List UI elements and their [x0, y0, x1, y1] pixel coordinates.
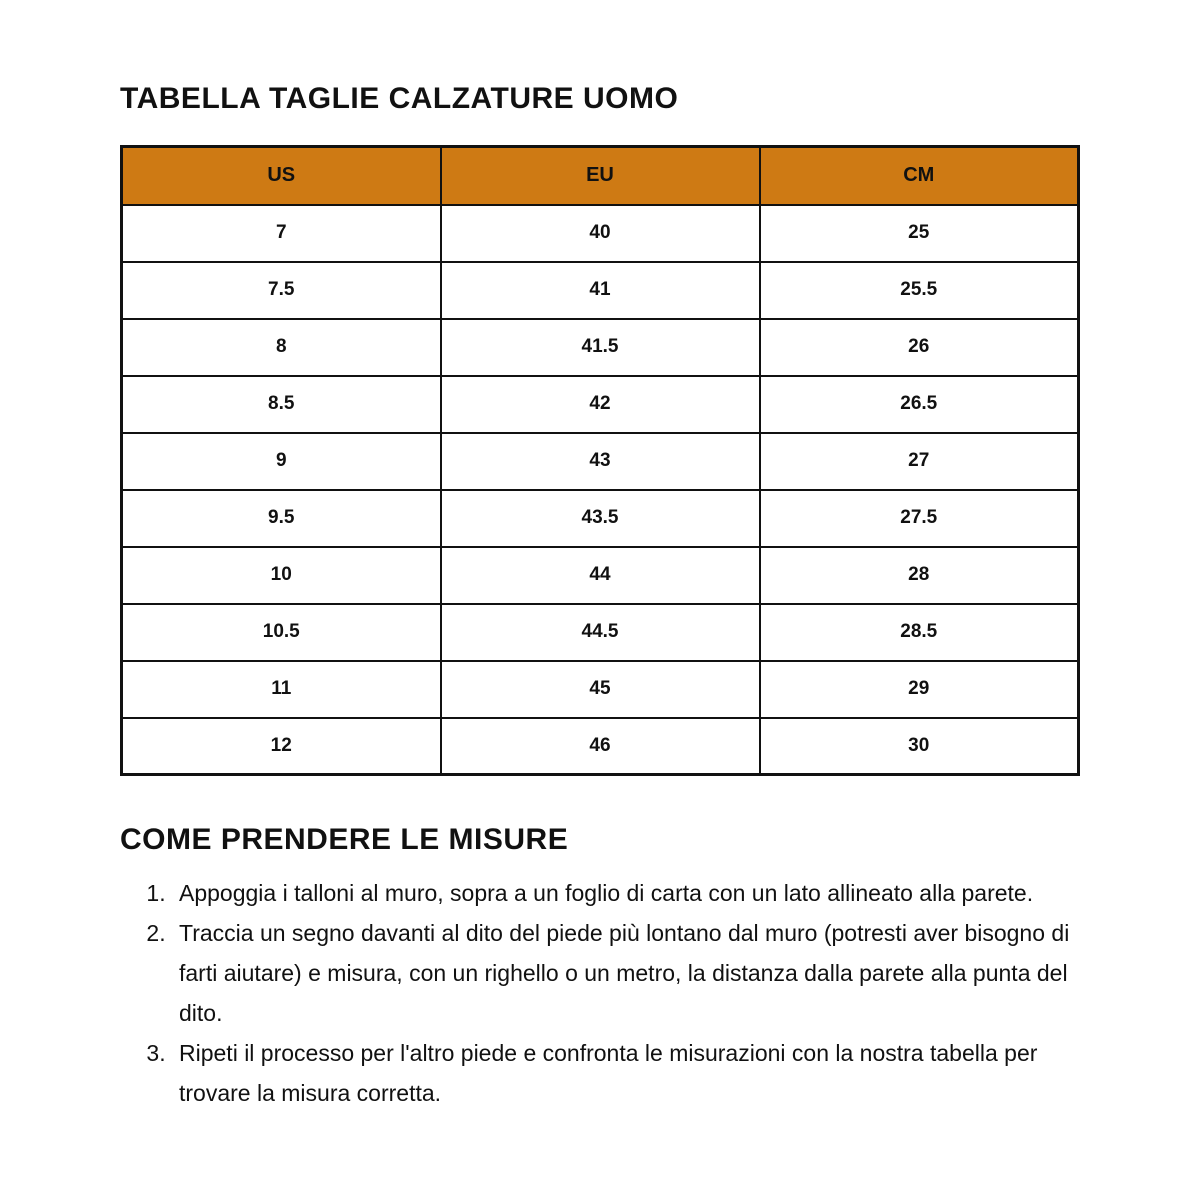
cell-eu: 44.5 — [441, 604, 760, 661]
cell-eu: 41 — [441, 262, 760, 319]
cell-eu: 43.5 — [441, 490, 760, 547]
cell-us: 12 — [122, 718, 441, 775]
cell-eu: 41.5 — [441, 319, 760, 376]
size-table-title: TABELLA TAGLIE CALZATURE UOMO — [120, 82, 679, 115]
cell-cm: 25 — [760, 205, 1079, 262]
table-row — [122, 547, 1079, 604]
cell-eu: 42 — [441, 376, 760, 433]
instructions-list — [120, 873, 1080, 1113]
cell-cm: 26.5 — [760, 376, 1079, 433]
table-row — [122, 661, 1079, 718]
cell-cm: 27.5 — [760, 490, 1079, 547]
instructions-title: COME PRENDERE LE MISURE — [120, 823, 569, 856]
cell-us: 9 — [122, 433, 441, 490]
table-row — [122, 604, 1079, 661]
column-header-eu: EU — [441, 147, 760, 205]
cell-cm: 27 — [760, 433, 1079, 490]
cell-eu: 43 — [441, 433, 760, 490]
instruction-step-3: 3. Ripeti il processo per l'altro piede e confronta le misurazioni con la nostra tabella per trovare la misura corretta. — [172, 1033, 1080, 1113]
cell-us: 10.5 — [122, 604, 441, 661]
size-table-header-row — [122, 147, 1079, 205]
cell-us: 9.5 — [122, 490, 441, 547]
cell-cm: 29 — [760, 661, 1079, 718]
cell-eu: 44 — [441, 547, 760, 604]
cell-us: 7 — [122, 205, 441, 262]
cell-cm: 25.5 — [760, 262, 1079, 319]
instruction-step-2: 2. Traccia un segno davanti al dito del piede più lontano dal muro (potresti aver bisogno di farti aiutare) e misura, con un righello o un metro, la distanza dalla parete alla punta del dito. — [172, 913, 1080, 1033]
table-row — [122, 376, 1079, 433]
cell-cm: 26 — [760, 319, 1079, 376]
table-row — [122, 433, 1079, 490]
cell-eu: 46 — [441, 718, 760, 775]
table-row — [122, 319, 1079, 376]
table-row — [122, 205, 1079, 262]
cell-us: 11 — [122, 661, 441, 718]
cell-us: 10 — [122, 547, 441, 604]
cell-us: 7.5 — [122, 262, 441, 319]
column-header-us: US — [122, 147, 441, 205]
cell-eu: 45 — [441, 661, 760, 718]
cell-cm: 30 — [760, 718, 1079, 775]
table-row — [122, 718, 1079, 775]
cell-us: 8.5 — [122, 376, 441, 433]
cell-us: 8 — [122, 319, 441, 376]
column-header-cm: CM — [760, 147, 1079, 205]
table-row — [122, 262, 1079, 319]
size-table — [120, 145, 1080, 776]
size-table-body — [122, 205, 1079, 775]
table-row — [122, 490, 1079, 547]
cell-cm: 28 — [760, 547, 1079, 604]
cell-eu: 40 — [441, 205, 760, 262]
instruction-step-1: 1. Appoggia i talloni al muro, sopra a un foglio di carta con un lato allineato alla parete. — [172, 873, 1080, 913]
cell-cm: 28.5 — [760, 604, 1079, 661]
